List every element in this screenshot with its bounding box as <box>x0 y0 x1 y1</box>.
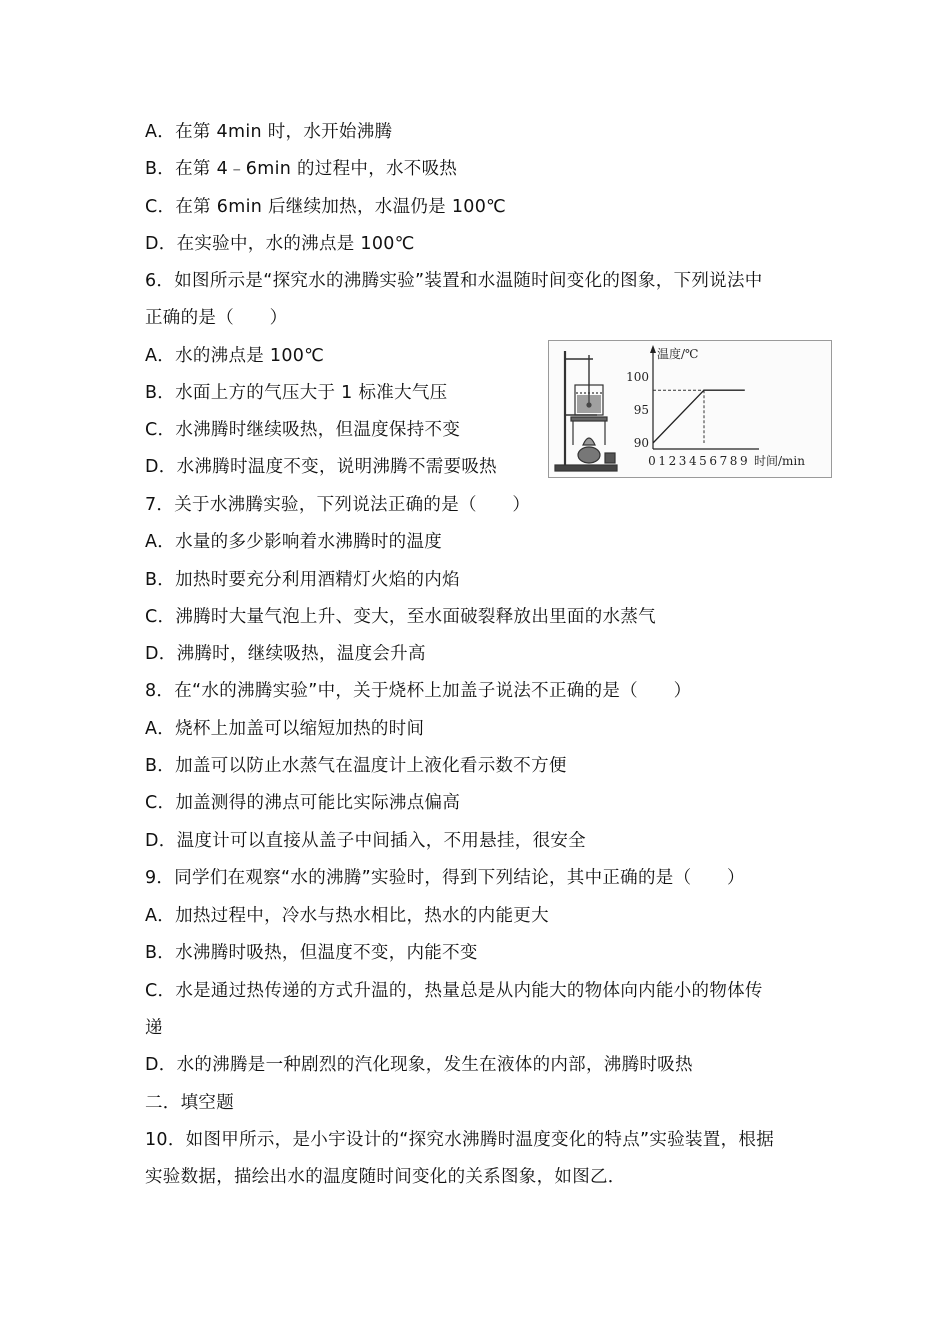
option-6b: B．水面上方的气压大于 1 标准大气压 <box>145 383 448 403</box>
question-8-stem: 8．在“水的沸腾实验”中，关于烧杯上加盖子说法不正确的是（ ） <box>145 681 692 701</box>
y-tick-labels <box>626 370 649 450</box>
asbestos-gauze <box>571 417 607 421</box>
question-10-stem: 10．如图甲所示，是小宇设计的“探究水沸腾时温度变化的特点”实验装置，根据 <box>145 1130 774 1150</box>
option-6a: A．水的沸点是 100℃ <box>145 346 325 366</box>
option-7c: C．沸腾时大量气泡上升、变大，至水面破裂释放出里面的水蒸气 <box>145 607 656 627</box>
option-8c: C．加盖测得的沸点可能比实际沸点偏高 <box>145 793 461 813</box>
option-9b: B．水沸腾时吸热，但温度不变，内能不变 <box>145 943 478 963</box>
section-heading-fill-in: 二．填空题 <box>145 1093 234 1113</box>
alcohol-lamp <box>578 447 600 463</box>
boiling-apparatus-illustration <box>555 351 617 471</box>
x-tick-label: 3 <box>678 454 687 468</box>
lamp-cap <box>605 453 615 463</box>
option-5b: B．在第 4﹣6min 的过程中，水不吸热 <box>145 159 458 179</box>
temperature-time-graph <box>626 345 805 468</box>
option-6d: D．水沸腾时温度不变，说明沸腾不需要吸热 <box>145 457 497 477</box>
x-axis-label: 时间/min <box>754 454 805 468</box>
y-tick-label: 95 <box>633 403 649 417</box>
option-9c-cont: 递 <box>145 1018 163 1038</box>
option-9c: C．水是通过热传递的方式升温的，热量总是从内能大的物体向内能小的物体传 <box>145 981 763 1001</box>
option-8a: A．烧杯上加盖可以缩短加热的时间 <box>145 719 425 739</box>
option-8b: B．加盖可以防止水蒸气在温度计上液化看示数不方便 <box>145 756 567 776</box>
y-axis-label: 温度/℃ <box>657 347 699 361</box>
x-tick-labels <box>648 454 747 468</box>
option-7a: A．水量的多少影响着水沸腾时的温度 <box>145 532 443 552</box>
question-6-stem-cont: 正确的是（ ） <box>145 308 288 328</box>
plot-marks <box>653 390 745 443</box>
x-tick-label: 4 <box>688 454 697 468</box>
x-tick-label: 2 <box>668 454 677 468</box>
boiling-experiment-figure <box>548 340 832 478</box>
question-10-stem-cont: 实验数据，描绘出水的温度随时间变化的关系图象，如图乙． <box>145 1167 626 1187</box>
option-7d: D．沸腾时，继续吸热，温度会升高 <box>145 644 426 664</box>
option-9a: A．加热过程中，冷水与热水相比，热水的内能更大 <box>145 906 549 926</box>
option-5a: A．在第 4min 时，水开始沸腾 <box>145 122 393 142</box>
option-9d: D．水的沸腾是一种剧烈的汽化现象，发生在液体的内部，沸腾时吸热 <box>145 1055 693 1075</box>
question-7-stem: 7．关于水沸腾实验，下列说法正确的是（ ） <box>145 495 531 515</box>
stand-base <box>555 465 617 471</box>
temperature-line <box>653 390 745 443</box>
option-5d: D．在实验中，水的沸点是 100℃ <box>145 234 415 254</box>
x-tick-label: 9 <box>739 454 748 468</box>
flame <box>583 438 595 445</box>
x-tick-label: 7 <box>719 454 728 468</box>
x-tick-label: 1 <box>658 454 667 468</box>
y-axis-arrow <box>650 345 656 353</box>
option-6c: C．水沸腾时继续吸热，但温度保持不变 <box>145 420 461 440</box>
x-tick-label: 0 <box>648 454 656 468</box>
x-tick-label: 5 <box>699 454 707 468</box>
option-7b: B．加热时要充分利用酒精灯火焰的内焰 <box>145 570 460 590</box>
option-8d: D．温度计可以直接从盖子中间插入，不用悬挂，很安全 <box>145 831 586 851</box>
y-tick-label: 100 <box>626 370 649 384</box>
figure-svg <box>549 341 831 477</box>
x-tick-label: 8 <box>729 454 738 468</box>
water-body <box>577 395 601 413</box>
x-tick-label: 6 <box>709 454 718 468</box>
question-6-stem: 6．如图所示是“探究水的沸腾实验”装置和水温随时间变化的图象，下列说法中 <box>145 271 763 291</box>
y-tick-label: 90 <box>633 436 649 450</box>
question-9-stem: 9．同学们在观察“水的沸腾”实验时，得到下列结论，其中正确的是（ ） <box>145 868 745 888</box>
option-5c: C．在第 6min 后继续加热，水温仍是 100℃ <box>145 197 507 217</box>
